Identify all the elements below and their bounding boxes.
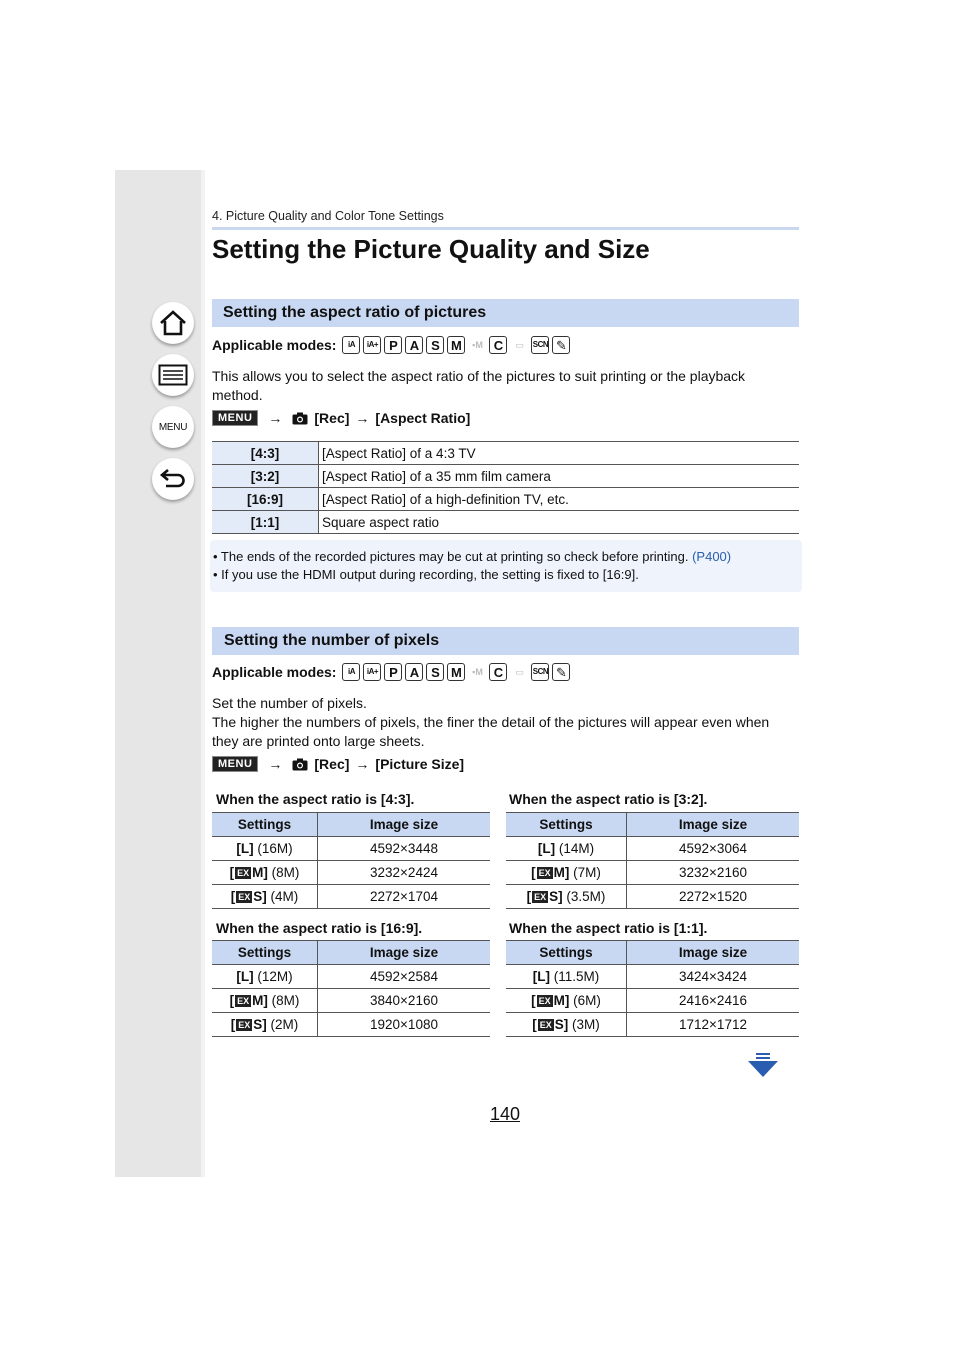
setting-cell: [ EX M] (8M) <box>212 861 318 885</box>
pixels-line1: Set the number of pixels. <box>212 695 367 711</box>
side-panel-edge <box>201 170 205 1177</box>
back-button[interactable] <box>152 458 194 500</box>
col-settings: Settings <box>506 941 627 965</box>
pixels-table-16-9 <box>212 940 490 1037</box>
setting-cell: [L] (12M) <box>212 965 318 989</box>
pixels-table-4-3 <box>212 812 490 909</box>
path-arrow-2: → <box>355 756 370 772</box>
aspect-value: [Aspect Ratio] of a 4:3 TV <box>322 445 476 461</box>
col-settings: Settings <box>212 941 318 965</box>
down-arrow-icon <box>746 1052 780 1078</box>
section-heading-pixels <box>212 627 799 655</box>
ex-icon: EX <box>534 892 547 902</box>
aspect-description-line1: This allows you to select the aspect ratio of the pictures to suit printing or the playback <box>212 368 746 384</box>
camera-icon <box>292 412 308 425</box>
pixels-line3: they are printed onto large sheets. <box>212 733 425 749</box>
ex-icon: EX <box>237 996 250 1006</box>
mode-a-icon: A <box>405 663 423 681</box>
camera-icon <box>292 758 308 771</box>
section-heading-aspect-ratio <box>212 299 799 327</box>
applicable-modes-row-2 <box>212 661 573 683</box>
aspect-description <box>212 367 802 405</box>
ex-icon: EX <box>539 1020 552 1030</box>
table-header-row <box>506 813 799 837</box>
mode-movie-m-icon: ▪M <box>468 336 486 354</box>
breadcrumb-divider <box>212 227 799 230</box>
mode-ia-plus-icon: iA+ <box>363 336 381 354</box>
table-row <box>212 989 490 1013</box>
list-icon <box>158 364 188 386</box>
applicable-modes-label: Applicable modes: <box>212 664 337 680</box>
setting-cell: [ EX S] (3.5M) <box>506 885 627 909</box>
path-arrow-2: → <box>355 410 370 426</box>
table-row <box>212 885 490 909</box>
setting-cell: [ EX S] (3M) <box>506 1013 627 1037</box>
notes-box <box>210 540 802 592</box>
home-icon <box>159 310 187 336</box>
table-row <box>212 465 799 488</box>
table-row <box>212 861 490 885</box>
section-heading-text: Setting the aspect ratio of pictures <box>223 304 487 321</box>
note-text: • The ends of the recorded pictures may be cut at printing so check before printing. <box>213 549 689 564</box>
menu-path-aspect-ratio <box>212 408 470 428</box>
menu-button-label: MENU <box>158 421 188 433</box>
path-aspect-ratio: [Aspect Ratio] <box>375 410 471 426</box>
image-size-cell: 2272×1704 <box>370 889 438 904</box>
menu-button[interactable] <box>152 406 194 448</box>
image-size-cell: 1920×1080 <box>370 1017 438 1032</box>
mode-p-icon: P <box>384 663 402 681</box>
menu-badge: MENU <box>212 756 258 772</box>
image-size-cell: 4592×3448 <box>370 841 438 856</box>
mode-movie-m-icon: ▪M <box>468 663 486 681</box>
path-picture-size: [Picture Size] <box>375 756 465 772</box>
col-settings: Settings <box>506 813 627 837</box>
next-page-button[interactable] <box>746 1052 780 1083</box>
ex-icon: EX <box>538 868 551 878</box>
table-row <box>212 488 799 511</box>
image-size-cell: 3840×2160 <box>370 993 438 1008</box>
ex-icon: EX <box>538 996 551 1006</box>
setting-cell: [L] (14M) <box>506 837 627 861</box>
menu-path-picture-size <box>212 754 464 774</box>
table-row <box>506 965 799 989</box>
contents-button[interactable] <box>152 354 194 396</box>
mode-scn-icon: SCN <box>531 336 549 354</box>
image-size-cell: 1712×1712 <box>679 1017 747 1032</box>
setting-cell: [ EX M] (7M) <box>506 861 627 885</box>
path-rec: [Rec] <box>314 756 350 772</box>
table-row <box>212 442 799 465</box>
section-heading-text: Setting the number of pixels <box>224 632 440 649</box>
aspect-value: [Aspect Ratio] of a 35 mm film camera <box>322 468 551 484</box>
image-size-cell: 3232×2160 <box>679 865 747 880</box>
image-size-cell: 4592×2584 <box>370 969 438 984</box>
table-header-row <box>506 941 799 965</box>
mode-s-icon: S <box>426 336 444 354</box>
mode-m-icon: M <box>447 663 465 681</box>
aspect-key: [1:1] <box>212 511 319 534</box>
image-size-cell: 3424×3424 <box>679 969 747 984</box>
mode-m-icon: M <box>447 336 465 354</box>
mode-scn-icon: SCN <box>531 663 549 681</box>
table-row <box>506 885 799 909</box>
setting-cell: [ EX M] (8M) <box>212 989 318 1013</box>
setting-cell: [L] (16M) <box>212 837 318 861</box>
mode-p-icon: P <box>384 336 402 354</box>
aspect-ratio-table <box>212 441 799 534</box>
table-header-row <box>212 813 490 837</box>
table-row <box>506 837 799 861</box>
path-arrow: → <box>268 756 283 772</box>
page-title: Setting the Picture Quality and Size <box>212 234 650 264</box>
col-image-size: Image size <box>318 941 491 965</box>
mode-c-icon: C <box>489 663 507 681</box>
aspect-key: [16:9] <box>212 488 319 511</box>
col-image-size: Image size <box>627 813 800 837</box>
setting-cell: [ EX S] (2M) <box>212 1013 318 1037</box>
pixels-table-1-1 <box>506 940 799 1037</box>
pixels-description <box>212 694 802 751</box>
page-number: 140 <box>490 1104 521 1124</box>
setting-cell: [L] (11.5M) <box>506 965 627 989</box>
setting-cell: [ EX M] (6M) <box>506 989 627 1013</box>
aspect-value: Square aspect ratio <box>322 514 440 530</box>
col-image-size: Image size <box>627 941 800 965</box>
ex-icon: EX <box>238 1020 251 1030</box>
menu-badge: MENU <box>212 410 258 426</box>
return-icon <box>159 466 187 492</box>
page-link-p400[interactable]: (P400) <box>692 549 732 564</box>
aspect-key: [4:3] <box>212 442 319 465</box>
table-header-row <box>212 941 490 965</box>
table-row <box>212 511 799 534</box>
col-settings: Settings <box>212 813 318 837</box>
image-size-cell: 2272×1520 <box>679 889 747 904</box>
table-row <box>212 965 490 989</box>
setting-cell: [ EX S] (4M) <box>212 885 318 909</box>
mode-a-icon: A <box>405 336 423 354</box>
home-button[interactable] <box>152 302 194 344</box>
table-title-1-1: When the aspect ratio is [1:1]. <box>509 920 708 936</box>
path-arrow: → <box>268 410 283 426</box>
ex-icon: EX <box>238 892 251 902</box>
breadcrumb: 4. Picture Quality and Color Tone Settings <box>212 209 444 223</box>
table-row <box>506 989 799 1013</box>
mode-creative-icon: ✎ <box>552 336 570 354</box>
mode-ia-icon: iA <box>342 336 360 354</box>
note-print-crop <box>213 549 731 564</box>
aspect-key: [3:2] <box>212 465 319 488</box>
path-rec: [Rec] <box>314 410 350 426</box>
applicable-modes-row <box>212 334 573 356</box>
table-title-16-9: When the aspect ratio is [16:9]. <box>216 920 423 936</box>
mode-panorama-icon: ▭ <box>510 336 528 354</box>
table-title-4-3: When the aspect ratio is [4:3]. <box>216 791 415 807</box>
image-size-cell: 4592×3064 <box>679 841 747 856</box>
mode-panorama-icon: ▭ <box>510 663 528 681</box>
mode-s-icon: S <box>426 663 444 681</box>
col-image-size: Image size <box>318 813 491 837</box>
mode-creative-icon: ✎ <box>552 663 570 681</box>
aspect-value: [Aspect Ratio] of a high-definition TV, etc. <box>322 491 569 507</box>
table-title-3-2: When the aspect ratio is [3:2]. <box>509 791 708 807</box>
aspect-description-line2: method. <box>212 387 263 403</box>
table-row <box>212 1013 490 1037</box>
pixels-table-3-2 <box>506 812 799 909</box>
mode-ia-plus-icon: iA+ <box>363 663 381 681</box>
table-row <box>506 1013 799 1037</box>
applicable-modes-label: Applicable modes: <box>212 337 337 353</box>
note-hdmi: • If you use the HDMI output during recording, the setting is fixed to [16:9]. <box>213 567 639 582</box>
pixels-line2: The higher the numbers of pixels, the finer the detail of the pictures will appear even when <box>212 714 770 730</box>
image-size-cell: 3232×2424 <box>370 865 438 880</box>
table-row <box>506 861 799 885</box>
table-row <box>212 837 490 861</box>
ex-icon: EX <box>237 868 250 878</box>
mode-ia-icon: iA <box>342 663 360 681</box>
mode-c-icon: C <box>489 336 507 354</box>
image-size-cell: 2416×2416 <box>679 993 747 1008</box>
